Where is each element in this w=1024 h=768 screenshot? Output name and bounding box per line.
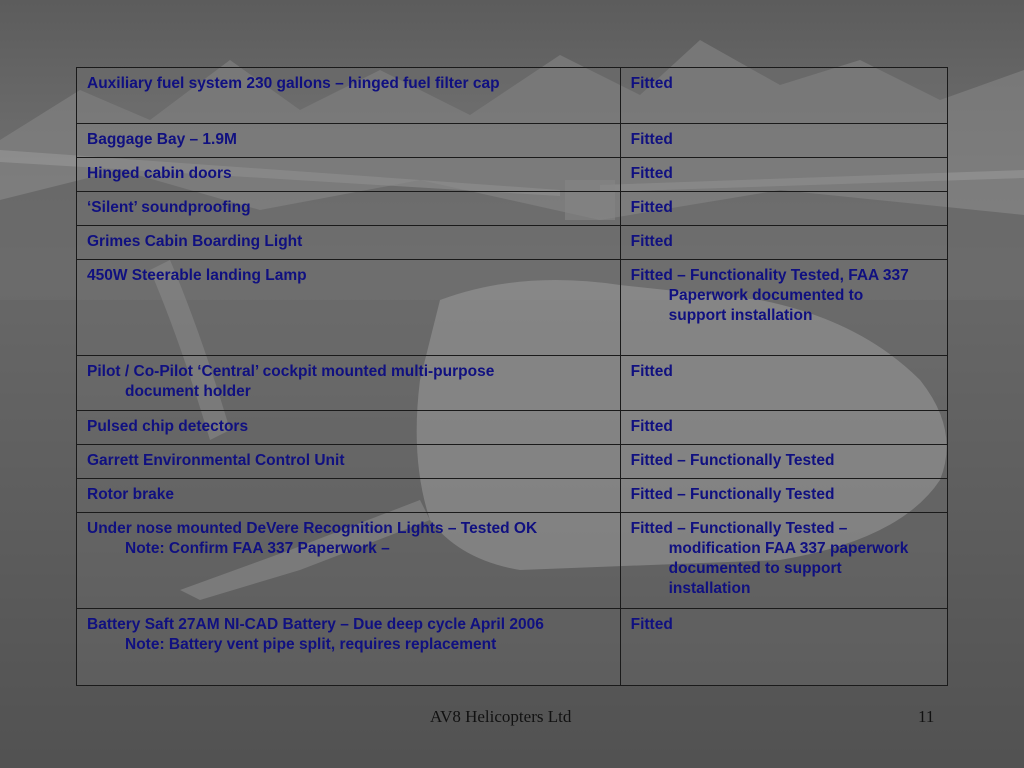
- table-row: [77, 445, 948, 479]
- equipment-item-cell: [77, 411, 621, 445]
- table-row: [77, 68, 948, 124]
- equipment-status-text: Fitted – Functionally Tested: [630, 486, 835, 503]
- equipment-status-cell: [620, 513, 947, 609]
- equipment-spec-table: [76, 67, 948, 686]
- equipment-item-cell: [77, 609, 621, 686]
- equipment-item-cell: [77, 445, 621, 479]
- equipment-status-cell: [620, 445, 947, 479]
- equipment-item-cell: [77, 124, 621, 158]
- equipment-status-cell: [620, 158, 947, 192]
- equipment-status-text: Fitted: [630, 616, 673, 633]
- equipment-status-text: Fitted: [630, 199, 673, 216]
- equipment-status-cell: [620, 226, 947, 260]
- equipment-status-text: support installation: [668, 307, 813, 324]
- table-row: [77, 479, 948, 513]
- table-row: [77, 226, 948, 260]
- equipment-status-cell: [620, 356, 947, 411]
- equipment-item-text: Rotor brake: [87, 486, 174, 503]
- equipment-status-text: Fitted: [630, 75, 673, 92]
- table-row: [77, 192, 948, 226]
- table-row: [77, 356, 948, 411]
- equipment-status-text: Fitted: [630, 233, 673, 250]
- table-row: [77, 411, 948, 445]
- table-row: [77, 513, 948, 609]
- equipment-item-text: Pulsed chip detectors: [87, 418, 249, 435]
- equipment-item-text: document holder: [125, 383, 251, 400]
- equipment-item-cell: [77, 158, 621, 192]
- equipment-item-text: Note: Battery vent pipe split, requires replacement: [125, 636, 497, 653]
- equipment-status-cell: [620, 260, 947, 356]
- equipment-item-cell: [77, 68, 621, 124]
- equipment-status-cell: [620, 68, 947, 124]
- equipment-item-text: Garrett Environmental Control Unit: [87, 452, 345, 469]
- equipment-status-text: installation: [668, 580, 751, 597]
- equipment-status-text: documented to support: [668, 560, 842, 577]
- equipment-item-text: Pilot / Co-Pilot ‘Central’ cockpit mounted multi-purpose: [87, 363, 495, 380]
- equipment-item-text: Under nose mounted DeVere Recognition Lights – Tested OK: [87, 520, 538, 537]
- equipment-status-text: Fitted – Functionality Tested, FAA 337: [630, 267, 909, 284]
- equipment-item-text: 450W Steerable landing Lamp: [87, 267, 307, 284]
- equipment-item-text: ‘Silent’ soundproofing: [87, 199, 251, 216]
- equipment-item-text: Battery Saft 27AM NI-CAD Battery – Due deep cycle April 2006: [87, 616, 544, 633]
- equipment-status-text: Fitted – Functionally Tested: [630, 452, 835, 469]
- equipment-status-cell: [620, 192, 947, 226]
- table-row: [77, 124, 948, 158]
- equipment-item-text: Grimes Cabin Boarding Light: [87, 233, 303, 250]
- footer-page-number: 11: [918, 707, 935, 726]
- equipment-item-text: Auxiliary fuel system 230 gallons – hinged fuel filter cap: [87, 75, 500, 92]
- footer-company-name: AV8 Helicopters Ltd: [430, 707, 572, 726]
- equipment-status-cell: [620, 411, 947, 445]
- equipment-status-text: Paperwork documented to: [668, 287, 864, 304]
- equipment-status-cell: [620, 479, 947, 513]
- equipment-item-cell: [77, 513, 621, 609]
- equipment-item-text: Baggage Bay – 1.9M: [87, 131, 237, 148]
- equipment-item-text: Hinged cabin doors: [87, 165, 232, 182]
- equipment-status-text: Fitted: [630, 363, 673, 380]
- table-row: [77, 260, 948, 356]
- table-row: [77, 609, 948, 686]
- equipment-status-text: Fitted: [630, 131, 673, 148]
- equipment-item-text: Note: Confirm FAA 337 Paperwork –: [125, 540, 390, 557]
- table-row: [77, 158, 948, 192]
- equipment-status-cell: [620, 124, 947, 158]
- equipment-item-cell: [77, 192, 621, 226]
- equipment-item-cell: [77, 226, 621, 260]
- equipment-item-cell: [77, 479, 621, 513]
- equipment-status-text: modification FAA 337 paperwork: [668, 540, 909, 557]
- equipment-status-cell: [620, 609, 947, 686]
- equipment-status-text: Fitted – Functionally Tested –: [630, 520, 848, 537]
- equipment-item-cell: [77, 260, 621, 356]
- equipment-item-cell: [77, 356, 621, 411]
- equipment-status-text: Fitted: [630, 165, 673, 182]
- equipment-status-text: Fitted: [630, 418, 673, 435]
